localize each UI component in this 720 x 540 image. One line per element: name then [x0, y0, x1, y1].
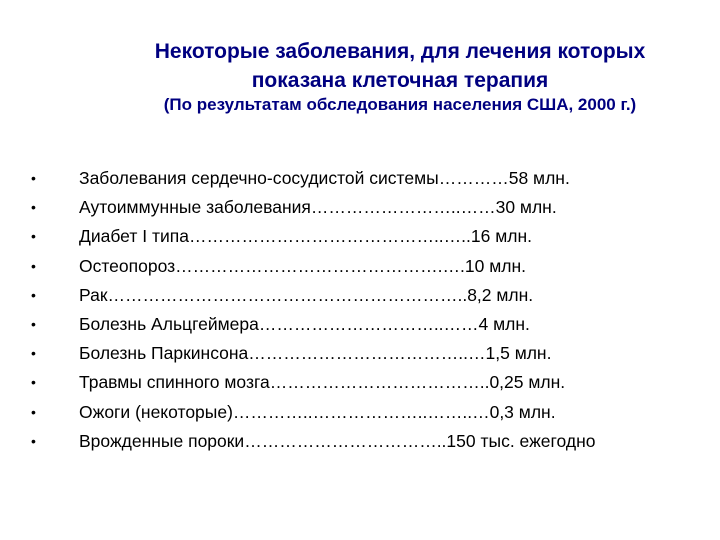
bullet-icon: • — [31, 228, 36, 245]
bullet-icon: • — [31, 170, 36, 186]
list-item-text: Аутоиммунные заболевания……………………..……30 млн. — [79, 197, 557, 218]
list-item-text: Болезнь Паркинсона………………………………..…1,5 млн. — [79, 343, 552, 364]
bullet-icon: • — [31, 199, 36, 216]
slide-subtitle: (По результатам обследования населения США, 2000 г.) — [163, 95, 637, 114]
slide-title — [70, 37, 720, 95]
slide-title-line-2: показана клеточная терапия — [251, 69, 549, 92]
list-item-text: Травмы спинного мозга………………………………..0,25 млн. — [79, 372, 566, 393]
list-item — [0, 427, 720, 456]
slide-title-line-1: Некоторые заболевания, для лечения которых — [154, 40, 646, 63]
list-item-text: Ожоги (некоторые)…………..………………..……..…0,3 млн. — [79, 401, 556, 422]
disease-list — [0, 164, 720, 456]
list-item — [0, 193, 720, 222]
list-item — [0, 281, 720, 310]
bullet-icon: • — [31, 257, 36, 274]
list-item-text: Диабет I типа……………………………………..…..16 млн. — [79, 226, 532, 247]
list-item — [0, 252, 720, 281]
list-item-text: Врожденные пороки……………………………..150 тыс. ежегодно — [79, 430, 596, 451]
list-item — [0, 339, 720, 368]
bullet-icon: • — [31, 374, 36, 391]
list-item — [0, 164, 720, 193]
bullet-icon: • — [31, 286, 36, 303]
list-item-text: Рак……………………………………………………..8,2 млн. — [79, 284, 534, 305]
list-item-text: Остеопороз……………………………………….….10 млн. — [79, 255, 526, 276]
bullet-icon: • — [31, 345, 36, 362]
list-item — [0, 222, 720, 251]
list-item — [0, 310, 720, 339]
bullet-icon: • — [31, 315, 36, 332]
list-item-text: Болезнь Альцгеймера…………………………..……4 млн. — [79, 313, 530, 334]
bullet-icon: • — [31, 403, 36, 420]
list-item — [0, 398, 720, 427]
list-item-text: Заболевания сердечно-сосудистой системы…………58 млн. — [79, 168, 570, 188]
bullet-icon: • — [31, 432, 36, 449]
list-item — [0, 368, 720, 397]
